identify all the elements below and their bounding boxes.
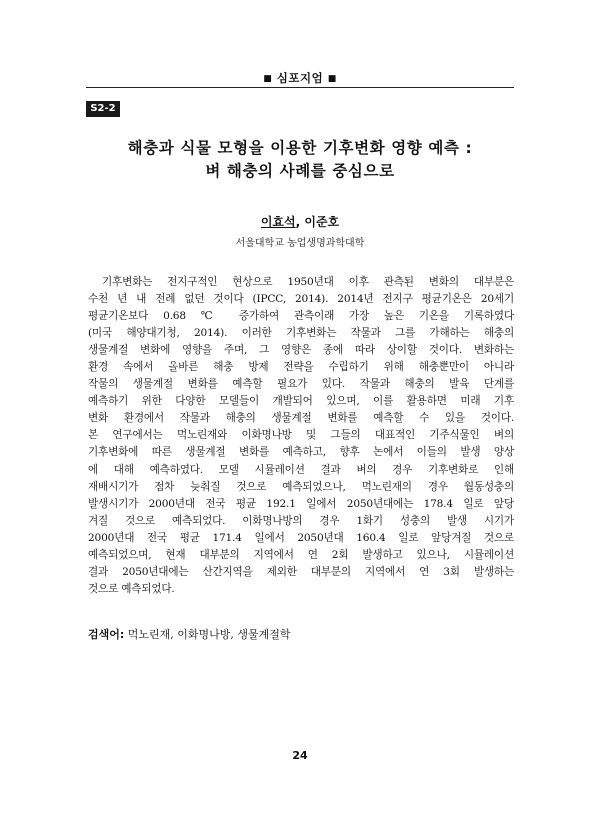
abstract-line: (미국 해양대기청, 2014). 이러한 기후변화는 작물과 그를 가해하는 해충의 xyxy=(88,327,514,340)
co-author: 이준호 xyxy=(304,215,340,229)
abstract-line: 작물의 생물계절 변화를 예측할 필요가 있다. 작물과 해충의 발육 단계를 xyxy=(88,378,514,391)
abstract-line: 기후변화는 전지구적인 현상으로 1950년대 이후 관측된 변화의 대부분은 xyxy=(102,276,514,288)
paper-title xyxy=(86,137,514,183)
abstract-line: 생물계절 변화에 영향을 주며, 그 영향은 종에 따라 상이할 것이다. 변화하는 xyxy=(88,344,514,357)
abstract-line: 기후변화에 따른 생물계절 변화를 예측하고, 향후 논에서 이들의 발생 양상 xyxy=(88,446,514,459)
abstract-line: 변화 환경에서 작물과 해충의 생물계절 변화를 예측할 수 있을 것이다. xyxy=(88,412,514,425)
keywords-label: 검색어: xyxy=(88,628,125,641)
running-header xyxy=(0,70,600,86)
session-code-badge: S2-2 xyxy=(86,101,120,117)
author-separator: , xyxy=(295,215,305,229)
page-number: 24 xyxy=(292,749,308,762)
abstract-body xyxy=(88,274,514,598)
abstract-line: 겨질 것으로 예측되었다. 이화명나방의 경우 1화기 성충의 발생 시기가 xyxy=(88,514,514,527)
presenting-author: 이효석 xyxy=(260,215,296,229)
square-bullet-icon: ■ xyxy=(263,74,273,84)
abstract-line: 수천 년 내 전례 없던 것이다 (IPCC, 2014). 2014년 전지구 평균기온은 20세기 xyxy=(88,293,514,306)
affiliation: 서울대학교 농업생명과학대학 xyxy=(235,238,365,249)
header-divider xyxy=(86,87,514,88)
running-header-label: 심포지엄 xyxy=(276,71,324,85)
abstract-line: 결과 2050년대에는 산간지역을 제외한 대부분의 지역에서 연 3회 발생하는 xyxy=(88,565,514,578)
abstract-line: 평균기온보다 0.68 ℃ 증가하여 관측이래 가장 높은 기온을 기록하였다 xyxy=(88,310,514,323)
paper-title-line-1: 해충과 식물 모형을 이용한 기후변화 영향 예측 : xyxy=(127,139,473,157)
abstract-line: 본 연구에서는 먹노린재와 이화명나방 및 그들의 대표적인 기주식물인 벼의 xyxy=(88,429,514,442)
square-bullet-icon: ■ xyxy=(327,74,337,84)
author-list xyxy=(0,213,600,230)
abstract-line: 재배시기가 점차 늦춰질 것으로 예측되었으나, 먹노린재의 경우 월동성충의 xyxy=(88,480,514,493)
paper-title-line-2: 벼 해충의 사례를 중심으로 xyxy=(205,162,395,180)
abstract-line: 에 대해 예측하였다. 모델 시뮬레이션 결과 벼의 경우 기후변화로 인해 xyxy=(88,463,514,476)
abstract-line: 환경 속에서 올바른 해충 방제 전략을 수립하기 위해 해충뿐만이 아니라 xyxy=(88,361,514,374)
abstract-line: 2000년대 전국 평균 171.4 일에서 2050년대 160.4 일로 앞당겨질 것으로 xyxy=(88,531,514,544)
keywords xyxy=(88,626,514,642)
abstract-line: 예측하기 위한 다양한 모델들이 개발되어 있으며, 이를 활용하면 미래 기후 xyxy=(88,395,514,408)
abstract-line: 발생시기가 2000년대 전국 평균 192.1 일에서 2050년대에는 178.4 일로 앞당 xyxy=(88,497,514,510)
keywords-text: 먹노린재, 이화명나방, 생물계절학 xyxy=(124,628,291,641)
abstract-line: 예측되었으며, 현재 대부분의 지역에서 연 2회 발생하고 있으나, 시뮬레이션 xyxy=(88,548,514,561)
abstract-line: 것으로 예측되었다. xyxy=(88,582,175,595)
